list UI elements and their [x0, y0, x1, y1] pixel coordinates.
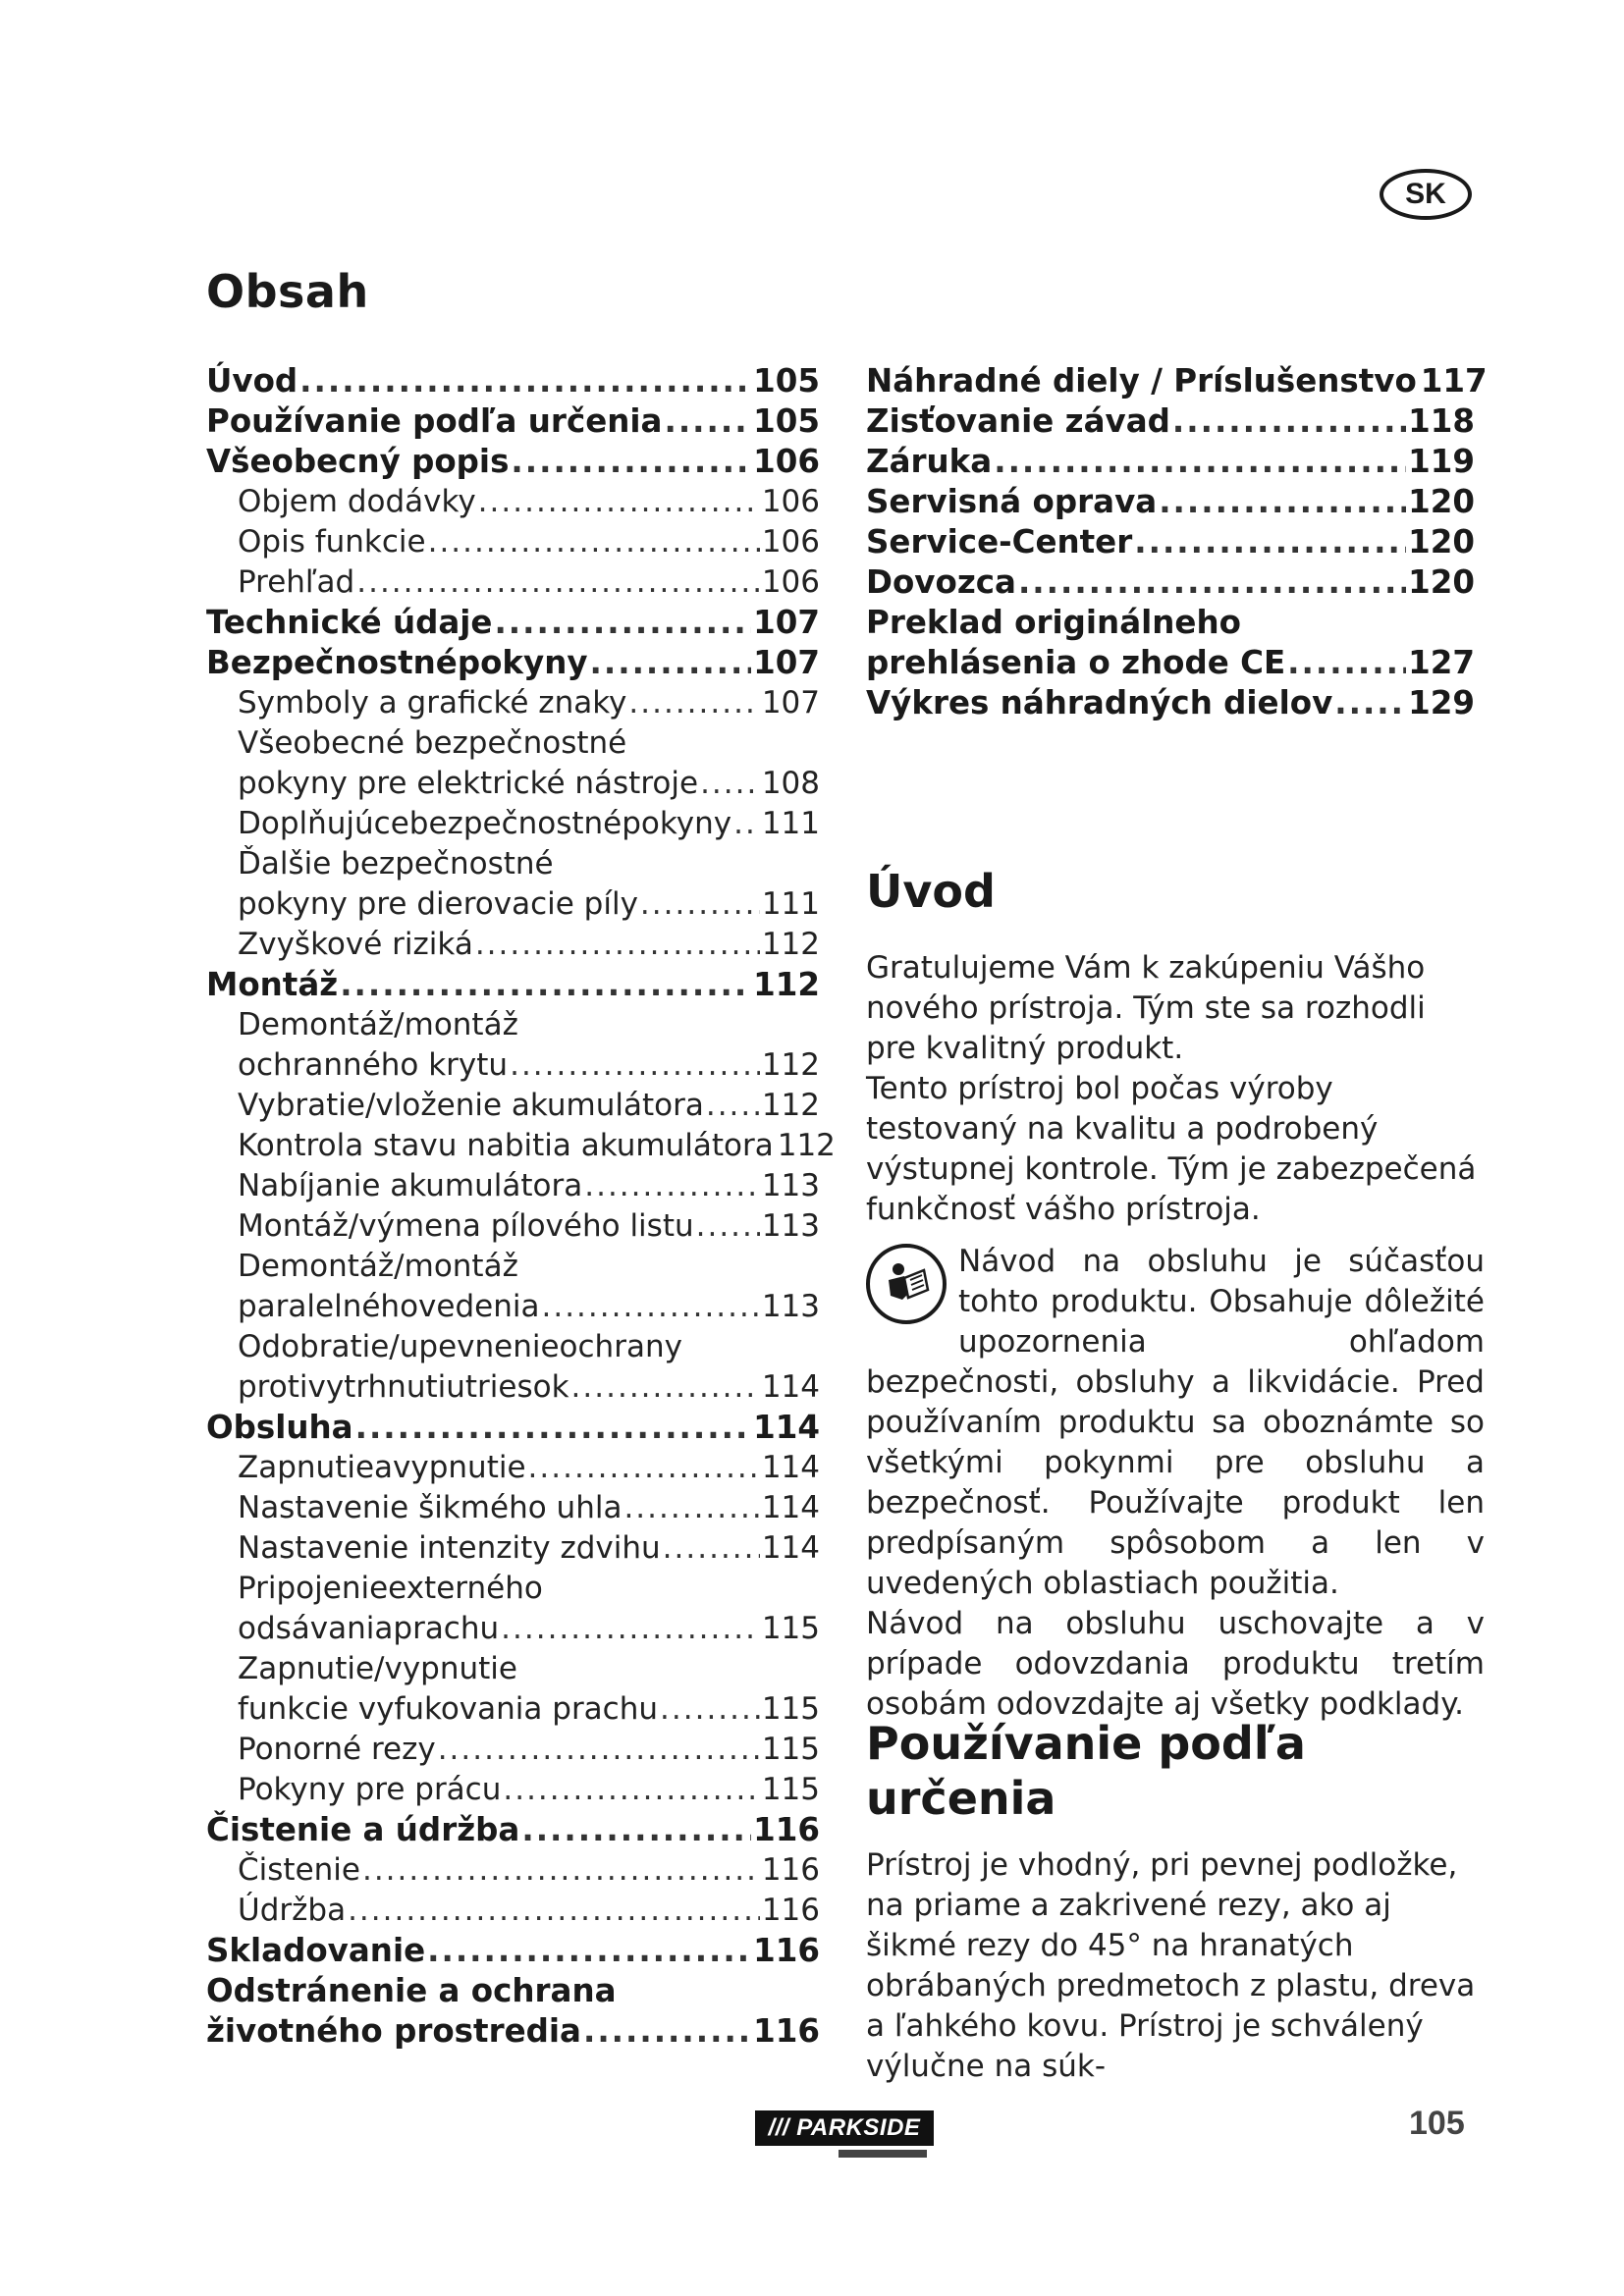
- toc-leader-dots: [478, 482, 760, 522]
- toc-entry: [206, 1689, 820, 1730]
- toc-leader-dots: [1334, 683, 1406, 723]
- toc-entry-page: 114: [761, 1490, 820, 1525]
- toc-entry-page: 112: [753, 966, 820, 1003]
- toc-leader-dots: [503, 1770, 759, 1810]
- toc-entry-title: pokyny pre dierovacie píly: [238, 886, 638, 922]
- toc-entry-page: 115: [761, 1772, 820, 1807]
- toc-entry-title: Servisná oprava: [866, 483, 1158, 520]
- toc-left-column: [206, 361, 836, 2052]
- toc-entry: [206, 1005, 820, 1045]
- toc-entry-title: Montáž: [206, 966, 339, 1003]
- toc-entry-title: Nastavenie intenzity zdvihu: [238, 1530, 661, 1566]
- toc-entry-page: 119: [1408, 443, 1475, 480]
- intended-use-section: [866, 1716, 1485, 2087]
- toc-entry-title: Symboly a grafické znaky: [238, 685, 627, 721]
- toc-entry-title: Odobratie/upevnenieochrany: [238, 1329, 682, 1364]
- toc-leader-dots: [475, 925, 760, 965]
- toc-entry-page: 116: [761, 1893, 820, 1928]
- intro-section: [866, 864, 1485, 1230]
- toc-entry: [206, 1971, 820, 2011]
- toc-entry: [206, 1166, 820, 1206]
- toc-entry-page: 120: [1408, 523, 1475, 561]
- intro-paragraph-2: Tento prístroj bol počas výroby testovaný na kvalitu a podrobený výstupnej kontrole. Tým je zabezpečená funkčnosť vášho prístroja.: [866, 1071, 1477, 1227]
- toc-entry: [206, 1448, 820, 1488]
- toc-entry-page: 120: [1408, 483, 1475, 520]
- toc-leader-dots: [1287, 643, 1406, 683]
- toc-entry-page: 105: [753, 402, 820, 440]
- intended-use-heading: Používanie podľa určenia: [866, 1717, 1306, 1825]
- intro-paragraph-3: Návod na obsluhu uschovajte a v prípade odovzdania produktu tretím osobám odovzdajte aj všetky podklady.: [866, 1606, 1485, 1722]
- toc-entry-title: Výkres náhradných dielov: [866, 684, 1333, 721]
- toc-entry-title: Montáž/výmena pílového listu: [238, 1208, 694, 1244]
- toc-entry: [206, 764, 820, 804]
- toc-entry: [206, 1247, 820, 1287]
- parkside-logo: [755, 2110, 934, 2146]
- toc-entry-title: Čistenie a údržba: [206, 1811, 520, 1848]
- toc-entry-page: 112: [761, 1047, 820, 1083]
- page-number: 105: [1409, 2105, 1465, 2142]
- toc-entry: [206, 361, 820, 401]
- toc-leader-dots: [696, 1206, 760, 1247]
- toc-entry-title: Čistenie: [238, 1852, 360, 1888]
- toc-leader-dots: [700, 764, 760, 804]
- logo-text: /// PARKSIDE: [768, 2114, 921, 2141]
- toc-leader-dots: [584, 1166, 760, 1206]
- toc-entry: [206, 1045, 820, 1086]
- toc-leader-dots: [501, 1609, 760, 1649]
- toc-entry: [206, 1206, 820, 1247]
- toc-entry-page: 107: [761, 685, 820, 721]
- toc-entry-page: 112: [761, 1088, 820, 1123]
- toc-leader-dots: [663, 1528, 760, 1569]
- toc-entry: [206, 683, 820, 723]
- toc-entry-page: 106: [761, 524, 820, 560]
- toc-entry: [206, 1408, 820, 1448]
- toc-title: Obsah: [206, 265, 369, 318]
- toc-entry-title: Náhradné diely / Príslušenstvo: [866, 362, 1417, 400]
- toc-entry-title: Obsluha: [206, 1409, 353, 1446]
- toc-entry: [866, 522, 1475, 562]
- toc-entry: [206, 1287, 820, 1327]
- toc-entry: [206, 1730, 820, 1770]
- toc-leader-dots: [356, 562, 760, 603]
- toc-leader-dots: [362, 1850, 760, 1891]
- toc-entry: [866, 562, 1475, 603]
- toc-entry-page: 106: [761, 484, 820, 519]
- language-code: SK: [1405, 178, 1446, 210]
- toc-entry: [206, 1770, 820, 1810]
- toc-entry-page: 114: [761, 1450, 820, 1485]
- toc-leader-dots: [438, 1730, 760, 1770]
- toc-entry-page: 114: [761, 1530, 820, 1566]
- toc-entry-page: 112: [761, 927, 820, 962]
- toc-entry: [206, 643, 820, 683]
- intro-heading: Úvod: [866, 865, 996, 918]
- intro-paragraph-1: Gratulujeme Vám k zakúpeniu Vášho nového prístroja. Tým ste sa rozhodli pre kvalitný produkt.: [866, 950, 1426, 1066]
- toc-entry: [206, 1891, 820, 1931]
- toc-leader-dots: [590, 643, 752, 683]
- toc-entry-page: 118: [1408, 402, 1475, 440]
- toc-entry-page: 116: [761, 1852, 820, 1888]
- toc-entry-title: Doplňujúcebezpečnostnépokyny: [238, 806, 732, 841]
- toc-entry: [866, 482, 1475, 522]
- toc-leader-dots: [994, 442, 1406, 482]
- toc-entry: [206, 603, 820, 643]
- toc-leader-dots: [1159, 482, 1406, 522]
- toc-entry: [206, 925, 820, 965]
- toc-entry-title: Opis funkcie: [238, 524, 426, 560]
- toc-entry: [206, 1609, 820, 1649]
- toc-entry-page: 115: [761, 1691, 820, 1727]
- toc-entry-page: 105: [753, 362, 820, 400]
- toc-leader-dots: [340, 965, 751, 1005]
- toc-entry-title: Zvyškové riziká: [238, 927, 473, 962]
- toc-entry-title: Všeobecné bezpečnostné: [238, 725, 627, 761]
- toc-leader-dots: [583, 2011, 751, 2052]
- toc-entry: [206, 1569, 820, 1609]
- toc-entry: [206, 522, 820, 562]
- toc-entry-page: 127: [1408, 644, 1475, 681]
- toc-leader-dots: [623, 1488, 759, 1528]
- toc-entry-title: Ďalšie bezpečnostné: [238, 846, 554, 881]
- toc-leader-dots: [640, 884, 760, 925]
- toc-entry-title: Objem dodávky: [238, 484, 476, 519]
- intended-use-paragraph: Prístroj je vhodný, pri pevnej podložke, na priame a zakrivené rezy, ako aj šikmé rezy do 45° na hranatých obrábaných predmetoch z plastu, dreva a ľahkého kovu. Prístroj je schválený výlučne na súk-: [866, 1847, 1476, 2084]
- toc-entry-title: Používanie podľa určenia: [206, 402, 663, 440]
- toc-entry-page: 113: [761, 1168, 820, 1203]
- toc-entry-title: protivytrhnutiutriesok: [238, 1369, 569, 1405]
- toc-entry-title: Bezpečnostnépokyny: [206, 644, 588, 681]
- toc-entry: [866, 643, 1475, 683]
- toc-entry: [206, 723, 820, 764]
- toc-entry-title: Dovozca: [866, 563, 1016, 601]
- toc-entry-page: 111: [761, 806, 820, 841]
- toc-entry-page: 112: [777, 1128, 836, 1163]
- toc-entry-title: Pokyny pre prácu: [238, 1772, 502, 1807]
- toc-entry: [206, 884, 820, 925]
- toc-entry: [866, 603, 1475, 643]
- toc-entry-title: Nabíjanie akumulátora: [238, 1168, 583, 1203]
- toc-entry: [206, 1850, 820, 1891]
- toc-entry-title: Vybratie/vloženie akumulátora: [238, 1088, 704, 1123]
- toc-leader-dots: [521, 1810, 751, 1850]
- toc-entry-title: Záruka: [866, 443, 993, 480]
- manual-note: [866, 1242, 1485, 1725]
- toc-leader-dots: [494, 603, 751, 643]
- toc-entry-page: 116: [753, 1932, 820, 1969]
- toc-entry: [206, 844, 820, 884]
- toc-entry-page: 116: [753, 2012, 820, 2050]
- toc-leader-dots: [706, 1086, 760, 1126]
- toc-leader-dots: [660, 1689, 760, 1730]
- toc-entry: [206, 1367, 820, 1408]
- toc-leader-dots: [348, 1891, 760, 1931]
- toc-entry-title: pokyny pre elektrické nástroje: [238, 766, 699, 801]
- toc-entry-title: funkcie vyfukovania prachu: [238, 1691, 659, 1727]
- toc-entry: [866, 361, 1488, 401]
- toc-entry-title: ochranného krytu: [238, 1047, 509, 1083]
- toc-leader-dots: [428, 522, 760, 562]
- manual-note-text: Návod na obsluhu je súčasťou tohto produktu. Obsahuje dôležité upozornenia ohľadom bezpečnosti, obsluhy a likvidácie. Pred používaním produktu sa oboznámte so všetkými pokynmi pre obsluhu a bezpečnosť. Používajte produkt len predpísaným spôsobom a len v uvedených oblastiach použitia.: [866, 1244, 1485, 1601]
- toc-entry: [206, 401, 820, 442]
- toc-entry-title: Demontáž/montáž: [238, 1007, 518, 1042]
- toc-entry-page: 120: [1408, 563, 1475, 601]
- toc-entry: [206, 1086, 820, 1126]
- toc-entry: [866, 442, 1475, 482]
- toc-entry: [206, 2011, 820, 2052]
- language-badge: [1380, 169, 1472, 220]
- toc-entry-page: 129: [1408, 684, 1475, 721]
- toc-entry-page: 106: [753, 443, 820, 480]
- toc-entry-title: Skladovanie: [206, 1932, 426, 1969]
- toc-entry-title: Zapnutie/vypnutie: [238, 1651, 517, 1686]
- toc-leader-dots: [1172, 401, 1406, 442]
- toc-entry-title: prehlásenia o zhode CE: [866, 644, 1286, 681]
- toc-entry-title: životného prostredia: [206, 2012, 581, 2050]
- toc-entry: [206, 1488, 820, 1528]
- toc-leader-dots: [510, 1045, 760, 1086]
- toc-entry-title: Nastavenie šikmého uhla: [238, 1490, 623, 1525]
- toc-leader-dots: [733, 804, 760, 844]
- toc-entry-title: Zapnutieavypnutie: [238, 1450, 526, 1485]
- toc-entry-title: Ponorné rezy: [238, 1732, 436, 1767]
- toc-entry-page: 106: [761, 564, 820, 600]
- toc-entry-title: Všeobecný popis: [206, 443, 510, 480]
- toc-entry-title: Údržba: [238, 1893, 347, 1928]
- toc-entry-page: 116: [753, 1811, 820, 1848]
- toc-entry: [206, 482, 820, 522]
- toc-entry: [206, 442, 820, 482]
- toc-entry-page: 108: [761, 766, 820, 801]
- toc-leader-dots: [664, 401, 751, 442]
- toc-entry-title: Prehľad: [238, 564, 355, 600]
- toc-leader-dots: [541, 1287, 759, 1327]
- toc-leader-dots: [427, 1931, 751, 1971]
- toc-entry: [206, 1126, 836, 1166]
- toc-entry-page: 115: [761, 1611, 820, 1646]
- toc-entry-page: 115: [761, 1732, 820, 1767]
- toc-entry-title: Pripojenieexterného: [238, 1571, 543, 1606]
- toc-entry: [206, 1528, 820, 1569]
- toc-entry-page: 111: [761, 886, 820, 922]
- toc-leader-dots: [528, 1448, 760, 1488]
- toc-entry-title: Odstránenie a ochrana: [206, 1972, 617, 2009]
- toc-entry-title: odsávaniaprachu: [238, 1611, 500, 1646]
- toc-leader-dots: [628, 683, 759, 723]
- toc-entry-title: Technické údaje: [206, 604, 493, 641]
- toc-leader-dots: [511, 442, 751, 482]
- toc-entry-title: Demontáž/montáž: [238, 1249, 518, 1284]
- logo-tagline-bar: [839, 2150, 927, 2158]
- read-manual-icon: [866, 1244, 947, 1324]
- toc-entry: [206, 1327, 820, 1367]
- toc-entry-page: 117: [1420, 362, 1488, 400]
- toc-entry: [206, 1649, 820, 1689]
- toc-leader-dots: [571, 1367, 760, 1408]
- toc-entry-page: 114: [761, 1369, 820, 1405]
- toc-leader-dots: [299, 361, 751, 401]
- toc-entry-page: 114: [753, 1409, 820, 1446]
- toc-entry-title: Úvod: [206, 362, 298, 400]
- toc-entry: [206, 965, 820, 1005]
- toc-entry: [206, 804, 820, 844]
- toc-entry-page: 107: [753, 644, 820, 681]
- toc-entry-page: 107: [753, 604, 820, 641]
- toc-entry: [206, 1810, 820, 1850]
- toc-entry-title: Service-Center: [866, 523, 1133, 561]
- toc-leader-dots: [1134, 522, 1406, 562]
- toc-entry: [866, 683, 1475, 723]
- toc-entry-page: 113: [761, 1208, 820, 1244]
- toc-entry: [206, 562, 820, 603]
- toc-entry: [206, 1931, 820, 1971]
- toc-leader-dots: [1018, 562, 1406, 603]
- toc-entry-title: Kontrola stavu nabitia akumulátora: [238, 1128, 774, 1163]
- toc-entry-title: Zisťovanie závad: [866, 402, 1170, 440]
- toc-entry-page: 113: [761, 1289, 820, 1324]
- toc-entry: [866, 401, 1475, 442]
- toc-entry-title: Preklad originálneho: [866, 604, 1241, 641]
- toc-right-column: [866, 361, 1488, 723]
- toc-leader-dots: [355, 1408, 752, 1448]
- toc-entry-title: paralelnéhovedenia: [238, 1289, 540, 1324]
